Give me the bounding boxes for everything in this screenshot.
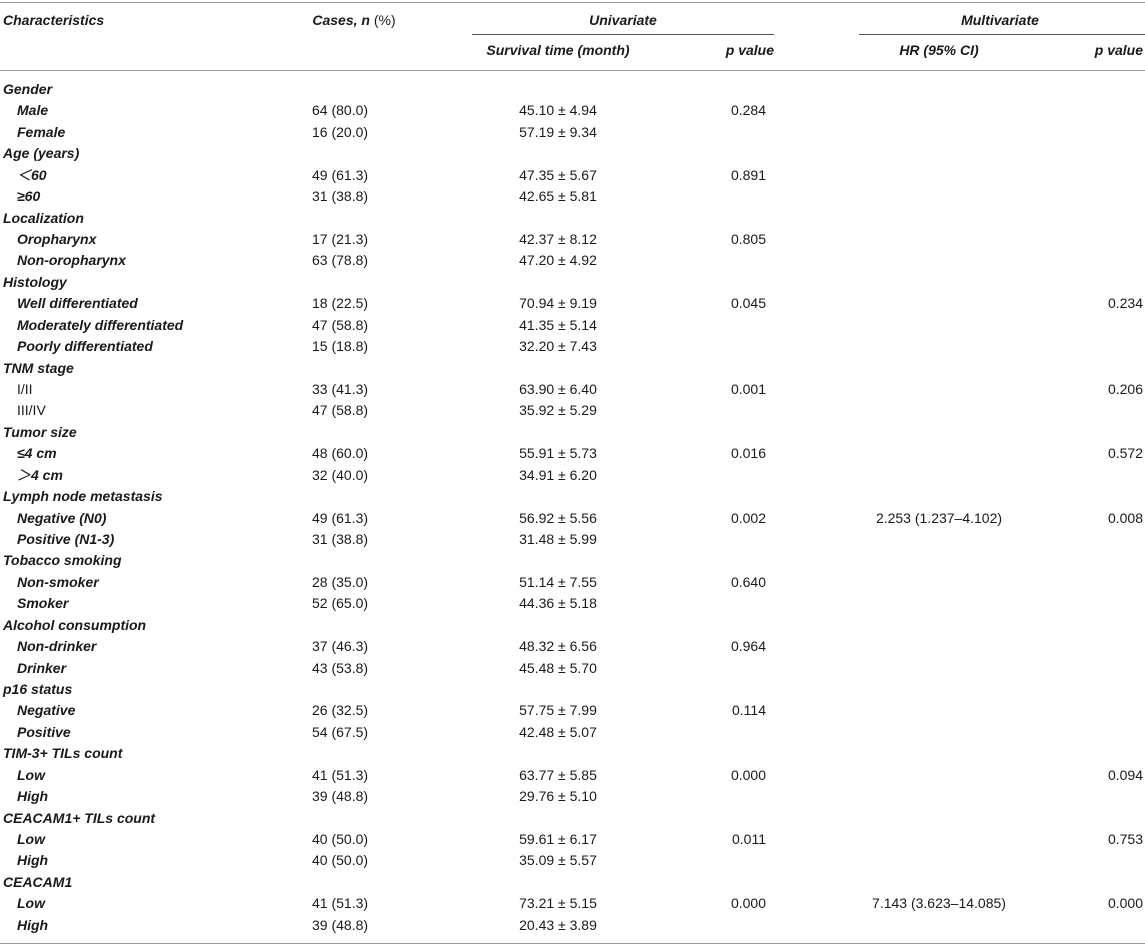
row-label: I/II [17,381,33,398]
row-p-value-univariate: 0.891 [730,166,766,183]
group-heading: Alcohol consumption [3,616,147,633]
row-label: Female [17,123,66,140]
row-label: Oropharynx [17,231,97,247]
row-label: High [17,852,49,869]
row-label: ＞4 cm [17,466,63,483]
row-label: Non-smoker [17,573,99,590]
row-cases: 48 (60.0) [312,445,369,462]
row-p-value-univariate: 0.284 [730,102,766,119]
table-top-rule [0,2,1145,3]
row-cases: 37 (46.3) [312,638,369,655]
row-survival-time: 70.94 ± 9.19 [519,295,597,312]
group-heading: Histology [3,273,67,290]
header-cases-n: n [361,12,370,28]
row-label: Male [17,102,49,119]
row-cases: 63 (78.8) [312,252,369,269]
header-p-value-univariate: p value [725,42,774,58]
row-cases: 17 (21.3) [312,231,369,247]
header-cases-pre: Cases, [312,12,362,28]
row-cases: 40 (50.0) [312,831,369,848]
row-p-value-multivariate: 0.008 [1107,509,1143,526]
row-label: High [17,916,49,933]
row-p-value-univariate: 0.016 [730,445,766,462]
row-p-value-univariate: 0.002 [730,509,766,526]
row-cases: 33 (41.3) [312,381,369,398]
header-characteristics: Characteristics [3,12,105,28]
row-p-value-univariate: 0.001 [730,381,766,398]
row-label: ≥60 [17,188,41,205]
row-survival-time: 35.09 ± 5.57 [519,852,597,869]
group-heading: TIM-3+ TILs count [3,745,123,762]
header-cases [284,11,424,29]
group-heading: Lymph node metastasis [3,488,163,505]
row-survival-time: 32.20 ± 7.43 [519,338,597,355]
row-cases: 39 (48.8) [312,788,369,805]
row-cases: 43 (53.8) [312,659,369,676]
row-hr: 7.143 (3.623–14.085) [872,895,1006,912]
row-label: Low [17,831,45,848]
row-cases: 40 (50.0) [312,852,369,869]
row-p-value-multivariate: 0.753 [1107,831,1143,848]
row-hr: 2.253 (1.237–4.102) [875,509,1003,526]
row-survival-time: 45.10 ± 4.94 [519,102,597,119]
header-hr: HR (95% CI) [899,42,979,58]
group-heading: TNM stage [3,359,74,376]
row-survival-time: 56.92 ± 5.56 [519,509,597,526]
group-heading: CEACAM1 [3,873,73,890]
row-survival-time: 42.48 ± 5.07 [519,723,597,740]
row-survival-time: 47.35 ± 5.67 [519,166,597,183]
univariate-underline [472,34,774,35]
row-cases: 52 (65.0) [312,595,369,612]
row-label: Well differentiated [17,295,138,312]
row-cases: 15 (18.8) [312,338,369,355]
row-survival-time: 41.35 ± 5.14 [519,316,597,333]
row-label: Low [17,766,45,783]
row-cases: 31 (38.8) [312,188,369,205]
row-p-value-multivariate: 0.000 [1107,895,1143,912]
header-univariate: Univariate [589,12,657,28]
row-label: Positive (N1-3) [17,531,115,548]
group-heading: Gender [3,81,53,97]
row-cases: 31 (38.8) [312,531,369,548]
row-cases: 28 (35.0) [312,573,369,590]
row-survival-time: 35.92 ± 5.29 [519,402,597,419]
row-cases: 41 (51.3) [312,895,369,912]
row-survival-time: 73.21 ± 5.15 [519,895,597,912]
row-label: ≤4 cm [17,445,57,462]
row-p-value-univariate: 0.011 [732,831,766,848]
row-label: ＜60 [17,166,47,183]
row-cases: 41 (51.3) [312,766,369,783]
row-cases: 39 (48.8) [312,916,369,933]
row-survival-time: 51.14 ± 7.55 [519,573,597,590]
row-label: Negative (N0) [17,509,107,526]
row-p-value-univariate: 0.114 [732,702,766,719]
row-survival-time: 42.37 ± 8.12 [519,231,597,247]
row-cases: 16 (20.0) [312,123,369,140]
row-label: Negative [17,702,76,719]
row-label: Poorly differentiated [17,338,153,355]
row-survival-time: 59.61 ± 6.17 [519,831,597,848]
row-survival-time: 45.48 ± 5.70 [519,659,597,676]
row-survival-time: 20.43 ± 3.89 [519,916,597,933]
row-label: III/IV [17,402,46,419]
row-survival-time: 47.20 ± 4.92 [519,252,597,269]
header-multivariate: Multivariate [961,12,1039,28]
table-bottom-rule [0,943,1145,944]
row-p-value-univariate: 0.000 [730,766,766,783]
row-p-value-univariate: 0.000 [730,895,766,912]
row-label: Non-oropharynx [17,252,126,269]
row-label: Smoker [17,595,69,612]
row-label: High [17,788,49,805]
row-survival-time: 57.19 ± 9.34 [519,123,597,140]
row-survival-time: 48.32 ± 6.56 [519,638,597,655]
row-label: Non-drinker [17,638,97,655]
row-label: Positive [17,723,71,740]
row-label: Moderately differentiated [17,316,184,333]
row-survival-time: 34.91 ± 6.20 [519,466,597,483]
row-survival-time: 63.77 ± 5.85 [519,766,597,783]
row-cases: 64 (80.0) [312,102,369,119]
row-survival-time: 29.76 ± 5.10 [519,788,597,805]
row-p-value-univariate: 0.805 [730,231,766,247]
header-bottom-rule [0,70,1145,71]
header-p-value-multivariate: p value [1094,42,1143,58]
row-p-value-multivariate: 0.572 [1107,445,1143,462]
group-heading: Tumor size [3,423,77,440]
row-cases: 54 (67.5) [312,723,369,740]
row-p-value-multivariate: 0.094 [1107,766,1143,783]
row-p-value-univariate: 0.045 [730,295,766,312]
header-cases-post: (%) [369,12,396,28]
group-heading: Localization [3,209,84,226]
row-cases: 49 (61.3) [312,509,369,526]
header-survival-time: Survival time (month) [486,42,630,58]
row-cases: 47 (58.8) [312,316,369,333]
row-label: Low [17,895,45,912]
group-heading: CEACAM1+ TILs count [3,809,156,826]
row-cases: 32 (40.0) [312,466,369,483]
row-cases: 26 (32.5) [312,702,369,719]
group-heading: Tobacco smoking [3,552,122,569]
row-cases: 47 (58.8) [312,402,369,419]
group-heading: Age (years) [3,145,80,162]
row-label: Drinker [17,659,67,676]
row-survival-time: 57.75 ± 7.99 [519,702,597,719]
row-survival-time: 55.91 ± 5.73 [519,445,597,462]
row-p-value-multivariate: 0.206 [1107,381,1143,398]
row-survival-time: 44.36 ± 5.18 [519,595,597,612]
row-p-value-multivariate: 0.234 [1107,295,1143,312]
row-survival-time: 42.65 ± 5.81 [519,188,597,205]
row-survival-time: 31.48 ± 5.99 [519,531,597,548]
row-p-value-univariate: 0.640 [730,573,766,590]
row-cases: 49 (61.3) [312,166,369,183]
row-survival-time: 63.90 ± 6.40 [519,381,597,398]
row-p-value-univariate: 0.964 [730,638,766,655]
multivariate-underline [859,34,1145,35]
row-cases: 18 (22.5) [312,295,369,312]
group-heading: p16 status [3,681,73,698]
